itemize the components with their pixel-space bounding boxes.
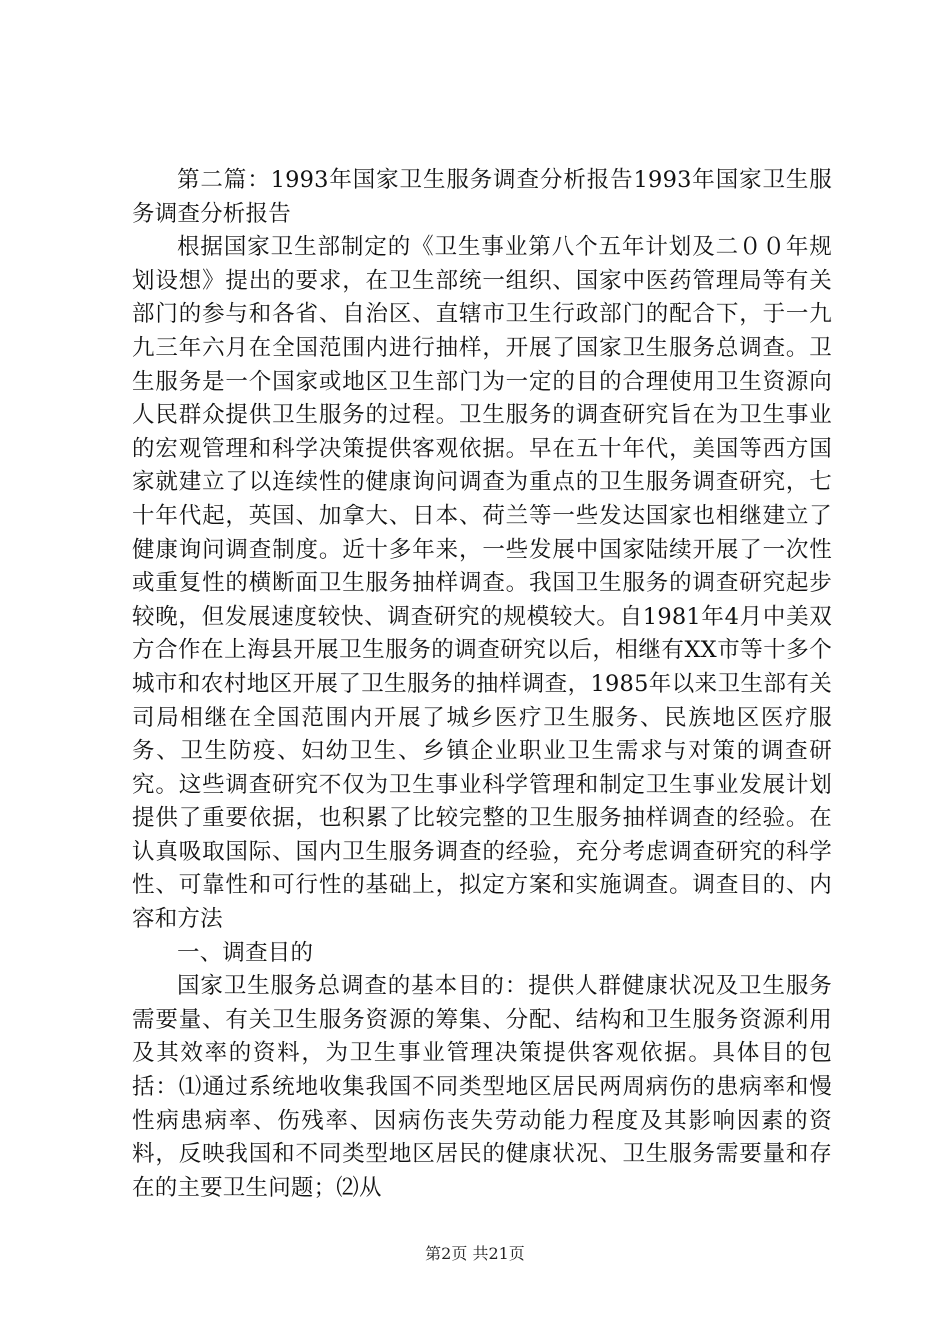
section-title-paragraph: 第二篇：1993年国家卫生服务调查分析报告1993年国家卫生服务调查分析报告 [132,167,832,227]
body-paragraph-background: 根据国家卫生部制定的《卫生事业第八个五年计划及二００年规划设想》提出的要求，在卫生部统一组织、国家中医药管理局等有关部门的参与和各省、自治区、直辖市卫生行政部门的配合下，于一九九三年六月在全国范围内进行抽样，开展了国家卫生服务总调查。卫生服务是一个国家或地区卫生部门为一定的目的合理使用卫生资源向人民群众提供卫生服务的过程。卫生服务的调查研究旨在为卫生事业的宏观管理和科学决策提供客观依据。早在五十年代，美国等西方国家就建立了以连续性的健康询问调查为重点的卫生服务调查研究，七十年代起，英国、加拿大、日本、荷兰等一些发达国家也相继建立了健康询问调查制度。近十多年来，一些发展中国家陆续开展了一次性或重复性的横断面卫生服务抽样调查。我国卫生服务的调查研究起步较晚，但发展速度较快、调查研究的规模较大。自1981年4月中美双方合作在上海县开展卫生服务的调查研究以后，相继有XX市等十多个城市和农村地区开展了卫生服务的抽样调查，1985年以来卫生部有关司局相继在全国范围内开展了城乡医疗卫生服务、民族地区医疗服务、卫生防疫、妇幼卫生、乡镇企业职业卫生需求与对策的调查研究。这些调查研究不仅为卫生事业科学管理和制定卫生事业发展计划提供了重要依据，也积累了比较完整的卫生服务抽样调查的经验。在认真吸取国际、国内卫生服务调查的经验，充分考虑调查研究的科学性、可靠性和可行性的基础上，拟定方案和实施调查。调查目的、内容和方法 [132,234,832,933]
document-body [132,164,832,1205]
body-paragraph-purpose: 国家卫生服务总调查的基本目的：提供人群健康状况及卫生服务需要量、有关卫生服务资源的筹集、分配、结构和卫生服务资源利用及其效率的资料，为卫生事业管理决策提供客观依据。具体目的包括：⑴通过系统地收集我国不同类型地区居民两周病伤的患病率和慢性病患病率、伤残率、因病伤丧失劳动能力程度及其影响因素的资料，反映我国和不同类型地区居民的健康状况、卫生服务需要量和存在的主要卫生问题；⑵从 [132,973,832,1201]
page-number-footer: 第2页 共21页 [425,1244,525,1263]
subheading-survey-purpose: 一、调查目的 [177,939,314,966]
